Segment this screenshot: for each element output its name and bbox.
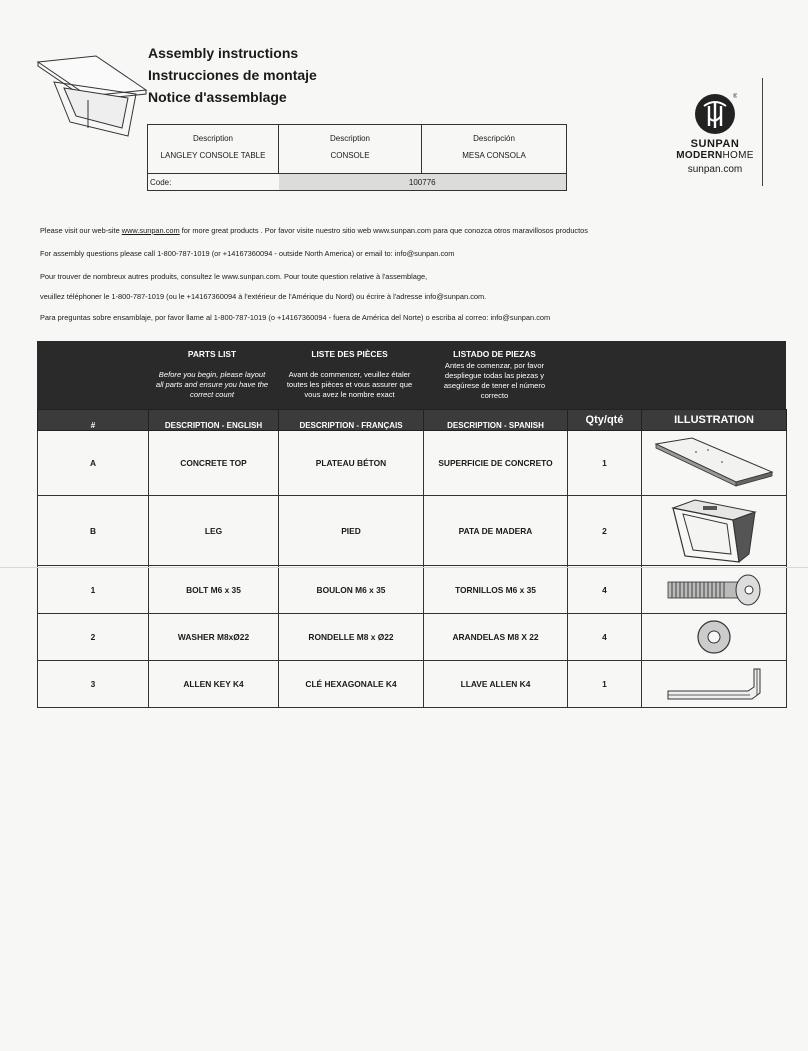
info-line-2: For assembly questions please call 1-800-787-1019 (or +14167360094 - outside North America) or email to: info@sunpan.com bbox=[40, 249, 455, 258]
part-id: B bbox=[38, 496, 149, 566]
col-number: # bbox=[38, 410, 149, 431]
col-french: DESCRIPTION - FRANÇAIS bbox=[279, 410, 424, 431]
code-value: 100776 bbox=[279, 174, 567, 191]
part-french: PIED bbox=[279, 496, 424, 566]
product-description-table bbox=[147, 124, 567, 191]
info-line-3: Pour trouver de nombreux autres produits, consultez le www.sunpan.com. Pour toute question relative à l'assemblage, bbox=[40, 272, 428, 281]
table-row bbox=[38, 496, 787, 566]
part-qty: 2 bbox=[568, 496, 642, 566]
bolt-icon bbox=[664, 573, 764, 607]
title-block bbox=[148, 42, 317, 108]
title-french: Notice d'assemblage bbox=[148, 89, 287, 105]
parts-list-spanish: LISTADO DE PIEZAS Antes de comenzar, por favor despliegue todas las piezas y asegúrese de tener el número correcto bbox=[443, 349, 546, 400]
col-qty: Qty/qté bbox=[568, 410, 642, 431]
logo-brand: SUNPAN bbox=[690, 138, 740, 150]
leg-frame-icon bbox=[669, 498, 759, 564]
part-illustration bbox=[642, 661, 787, 708]
part-illustration bbox=[642, 496, 787, 566]
parts-table-header-row bbox=[38, 410, 787, 431]
info-line-4: veuillez téléphoner le 1-800-787-1019 (ou le +14167360094 à l'extérieur de l'Amérique du Nord) ou écrire à l'adresse info@sunpan.com. bbox=[40, 292, 487, 301]
part-illustration bbox=[642, 566, 787, 614]
sunpan-circle-logo-icon bbox=[693, 92, 737, 136]
product-name-spanish: MESA CONSOLA bbox=[422, 151, 567, 174]
part-id: 1 bbox=[38, 566, 149, 614]
part-english: CONCRETE TOP bbox=[149, 431, 279, 496]
website-link[interactable]: www.sunpan.com bbox=[121, 226, 180, 235]
part-english: ALLEN KEY K4 bbox=[149, 661, 279, 708]
part-id: A bbox=[38, 431, 149, 496]
part-english: WASHER M8xØ22 bbox=[149, 614, 279, 661]
part-illustration bbox=[642, 614, 787, 661]
part-french: RONDELLE M8 x Ø22 bbox=[279, 614, 424, 661]
part-qty: 1 bbox=[568, 431, 642, 496]
parts-table bbox=[37, 409, 787, 708]
product-name-english: LANGLEY CONSOLE TABLE bbox=[148, 151, 279, 174]
heading-english: Description bbox=[148, 125, 279, 152]
scan-artifact-line bbox=[0, 567, 808, 568]
allen-key-icon bbox=[662, 665, 766, 703]
heading-spanish: Descripción bbox=[422, 125, 567, 152]
part-id: 3 bbox=[38, 661, 149, 708]
heading-french: Description bbox=[279, 125, 422, 152]
svg-text:®: ® bbox=[733, 94, 737, 100]
title-spanish: Instrucciones de montaje bbox=[148, 67, 317, 83]
part-spanish: SUPERFICIE DE CONCRETO bbox=[424, 431, 568, 496]
product-name-french: CONSOLE bbox=[279, 151, 422, 174]
part-spanish: ARANDELAS M8 X 22 bbox=[424, 614, 568, 661]
part-french: PLATEAU BÉTON bbox=[279, 431, 424, 496]
logo-url: sunpan.com bbox=[687, 164, 743, 175]
part-illustration bbox=[642, 431, 787, 496]
part-french: CLÉ HEXAGONALE K4 bbox=[279, 661, 424, 708]
washer-icon bbox=[694, 618, 734, 656]
col-spanish: DESCRIPTION - SPANISH bbox=[424, 410, 568, 431]
part-qty: 1 bbox=[568, 661, 642, 708]
concrete-top-icon bbox=[652, 436, 776, 490]
parts-list-english: PARTS LIST Before you begin, please layout all parts and ensure you have the correct count bbox=[155, 349, 269, 399]
table-row bbox=[38, 614, 787, 661]
part-spanish: LLAVE ALLEN K4 bbox=[424, 661, 568, 708]
sunpan-logo bbox=[672, 92, 758, 175]
part-id: 2 bbox=[38, 614, 149, 661]
logo-tagline: MODERNHOME bbox=[676, 150, 754, 161]
col-english: DESCRIPTION - ENGLISH bbox=[149, 410, 279, 431]
part-qty: 4 bbox=[568, 566, 642, 614]
code-label: Code: bbox=[148, 174, 279, 191]
table-row bbox=[38, 431, 787, 496]
parts-list-header bbox=[37, 341, 786, 409]
table-row bbox=[38, 661, 787, 708]
table-row bbox=[38, 566, 787, 614]
part-spanish: TORNILLOS M6 x 35 bbox=[424, 566, 568, 614]
info-line-1: Please visit our web-site www.sunpan.com for more great products . Por favor visite nuestro sitio web www.sunpan.com para que conozca otros maravillosos productos bbox=[40, 226, 588, 235]
part-english: BOLT M6 x 35 bbox=[149, 566, 279, 614]
console-table-sketch-icon bbox=[36, 52, 148, 142]
part-french: BOULON M6 x 35 bbox=[279, 566, 424, 614]
parts-list-french: LISTE DES PIÈCES Avant de commencer, veuillez étaler toutes les pièces et vous assurer que vous avez le nombre exact bbox=[286, 349, 413, 399]
col-illustration: ILLUSTRATION bbox=[642, 410, 787, 431]
info-line-5: Para preguntas sobre ensamblaje, por favor llame al 1-800-787-1019 (o +14167360094 - fuera de América del Norte) o escriba al correo: info@sunpan.com bbox=[40, 313, 551, 322]
part-qty: 4 bbox=[568, 614, 642, 661]
title-english: Assembly instructions bbox=[148, 45, 299, 61]
part-spanish: PATA DE MADERA bbox=[424, 496, 568, 566]
part-english: LEG bbox=[149, 496, 279, 566]
logo-divider bbox=[762, 78, 763, 186]
